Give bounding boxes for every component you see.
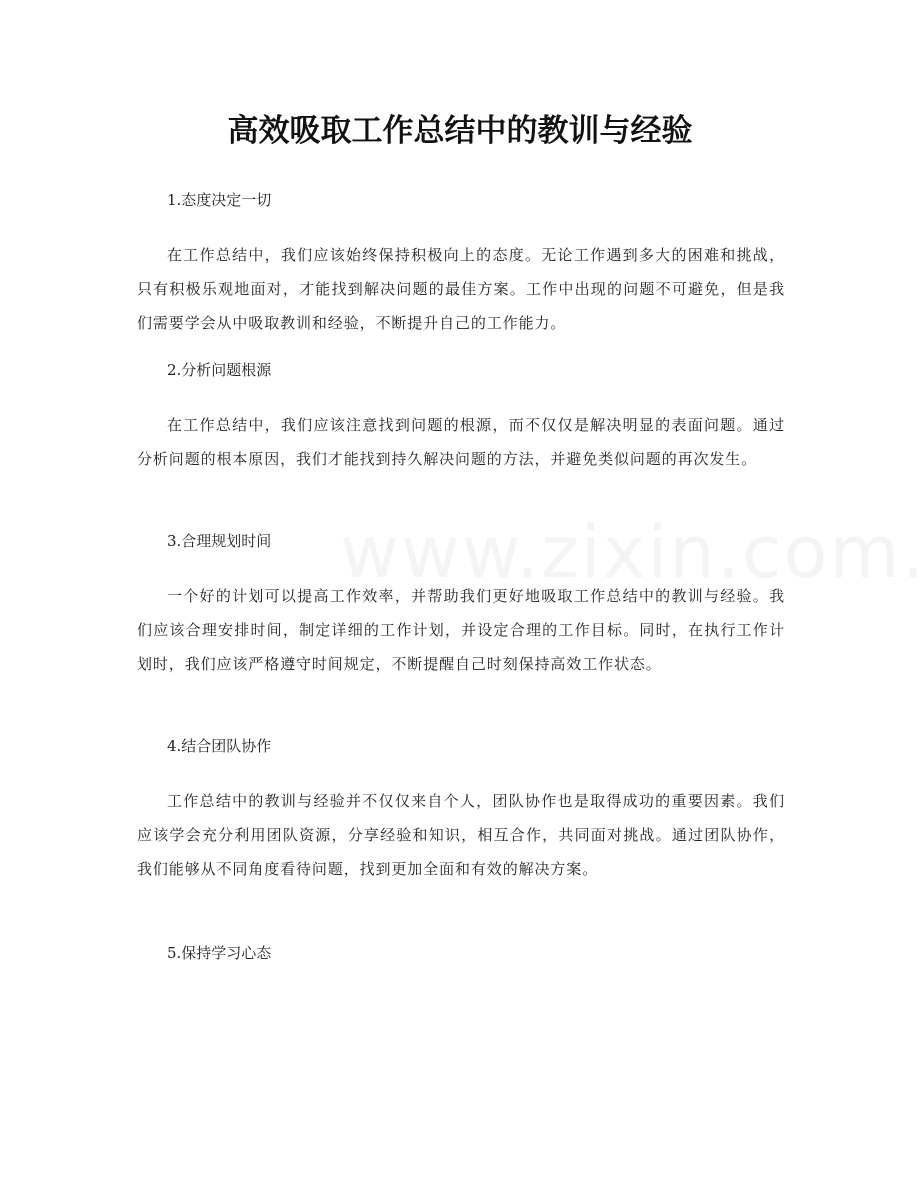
section-heading: 1.态度决定一切 xyxy=(167,191,272,209)
section-2 xyxy=(137,359,785,476)
section-paragraph: 一个好的计划可以提高工作效率，并帮助我们更好地吸取工作总结中的教训与经验。我们应该合理安排时间，制定详细的工作计划，并设定合理的工作目标。同时，在执行工作计划时，我们应该严格遵守时间规定，不断提醒自己时刻保持高效工作状态。 xyxy=(137,587,785,673)
section-paragraph: 在工作总结中，我们应该始终保持积极向上的态度。无论工作遇到多大的困难和挑战，只有积极乐观地面对，才能找到解决问题的最佳方案。工作中出现的问题不可避免，但是我们需要学会从中吸取教训和经验，不断提升自己的工作能力。 xyxy=(137,246,785,332)
section-paragraph: 在工作总结中，我们应该注意找到问题的根源，而不仅仅是解决明显的表面问题。通过分析问题的根本原因，我们才能找到持久解决问题的方法，并避免类似问题的再次发生。 xyxy=(137,416,785,468)
section-heading: 5.保持学习心态 xyxy=(167,944,272,962)
section-heading: 2.分析问题根源 xyxy=(167,361,272,379)
section-heading: 4.结合团队协作 xyxy=(167,737,272,755)
page-title: 高效吸取工作总结中的教训与经验 xyxy=(227,113,693,149)
section-1 xyxy=(137,189,785,340)
section-heading: 3.合理规划时间 xyxy=(167,532,272,550)
section-paragraph: 工作总结中的教训与经验并不仅仅来自个人，团队协作也是取得成功的重要因素。我们应该学会充分利用团队资源，分享经验和知识，相互合作，共同面对挑战。通过团队协作，我们能够从不同角度看待问题，找到更加全面和有效的解决方案。 xyxy=(137,792,785,878)
section-4 xyxy=(137,735,785,886)
section-5 xyxy=(137,942,785,964)
section-3 xyxy=(137,530,785,681)
